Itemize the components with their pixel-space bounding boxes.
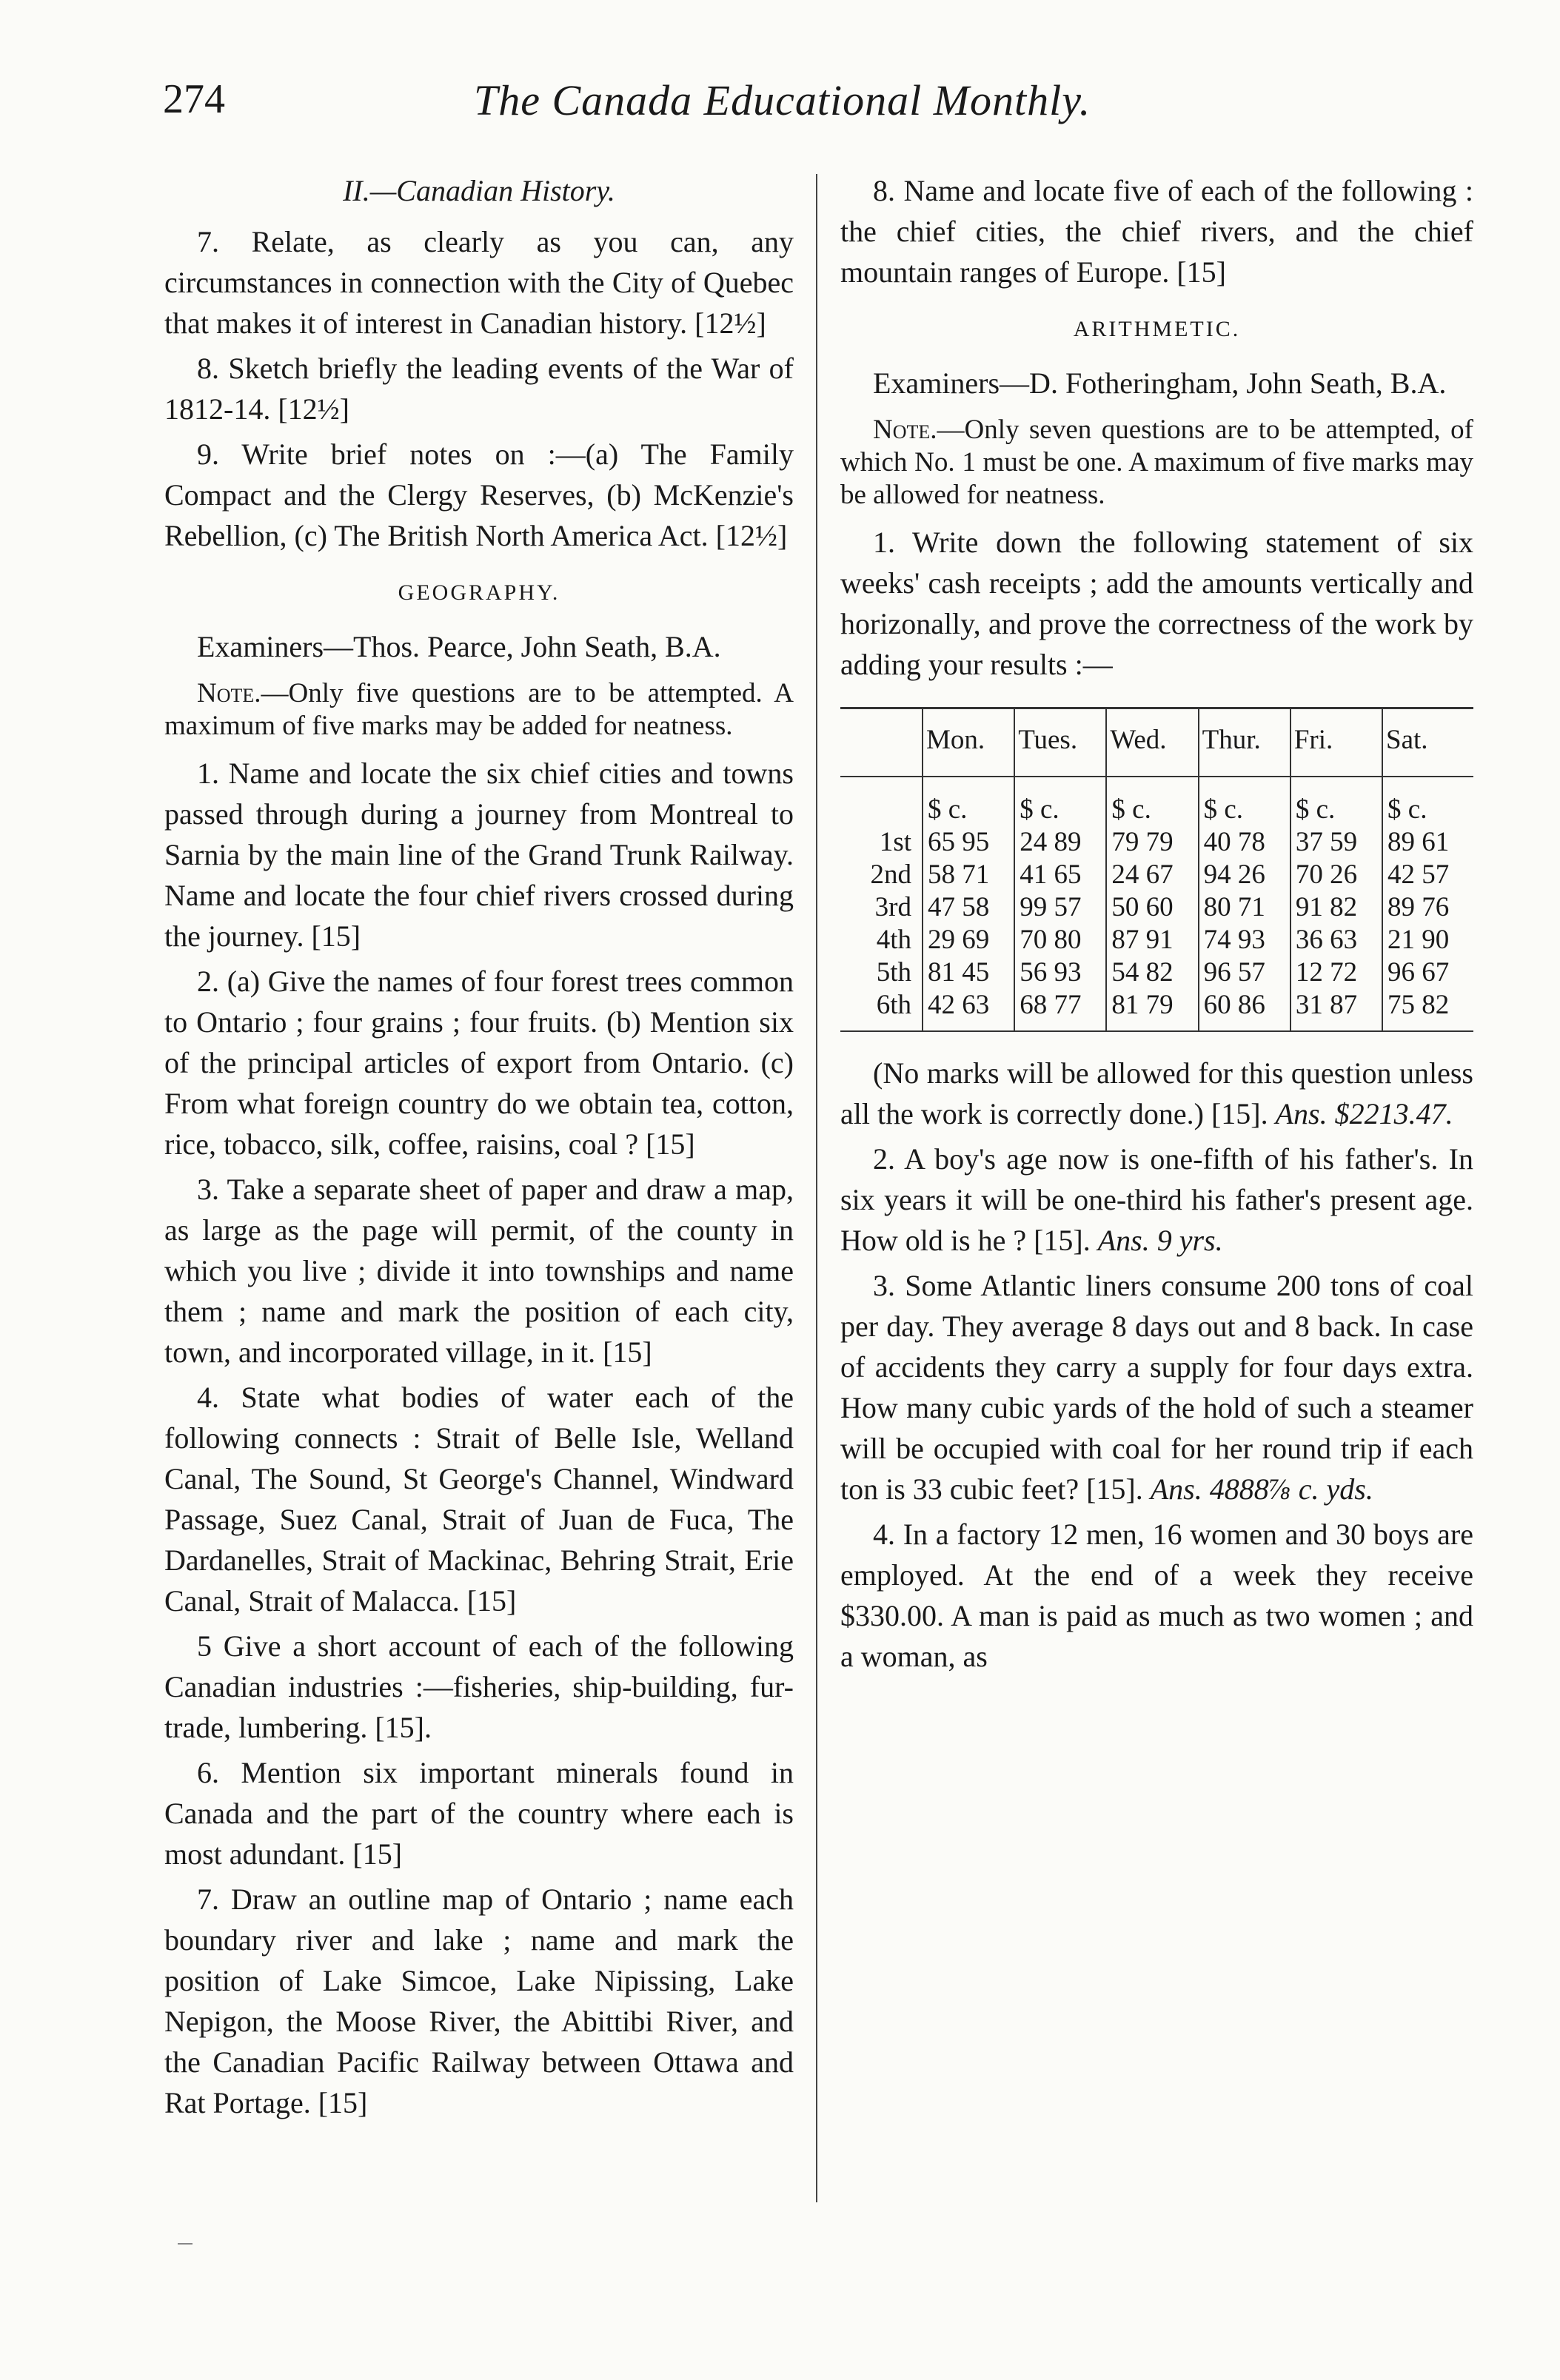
- arithmetic-examiners: Examiners—D. Fotheringham, John Seath, B.A.: [873, 366, 1447, 400]
- footer-mark: [178, 2243, 193, 2245]
- geography-question-8: 8. Name and locate five of each of the following : the chief cities, the chief rivers, and the chief mountain ranges of Europe. [15]: [840, 174, 1473, 289]
- question-text: 3. Some Atlantic liners consume 200 tons of coal per day. They average 8 days out and 8 back. In case of accidents they carry a supply for four days extra. How many cubic yards of the hold of such a steamer will be occupied with coal for her round trip if each ton is 33 cubic feet? [15].: [840, 1269, 1473, 1506]
- table-row: [840, 989, 1473, 1031]
- table-cell: 2nd: [870, 859, 911, 890]
- page-number: 274: [163, 76, 225, 122]
- geography-question-1: 1. Name and locate the six chief cities and towns passed through during a journey from Montreal to Sarnia by the main line of the Grand Trunk Railway. Name and locate the four chief rivers crossed during the journey. [15]: [164, 757, 794, 953]
- geography-question-3: 3. Take a separate sheet of paper and draw a map, as large as the page will permit, of the county in which you live ; divide it into townships and name them ; name and mark the position of each city, town, and incorporated village, in it. [15]: [164, 1173, 794, 1369]
- table-units-row: [840, 777, 1473, 826]
- table-cell: 37 59: [1290, 826, 1382, 859]
- table-cell: 70 80: [1014, 924, 1106, 956]
- cash-receipts-table: [840, 707, 1473, 1032]
- table-cell: 91 82: [1290, 891, 1382, 924]
- geography-heading: GEOGRAPHY.: [398, 580, 560, 605]
- geography-question-5: 5 Give a short account of each of the following Canadian industries :—fisheries, ship-building, fur-trade, lumbering. [15].: [164, 1629, 794, 1744]
- geography-question-2: 2. (a) Give the names of four forest trees common to Ontario ; four grains ; four fruits. (b) Mention six of the principal articles of export from Ontario. (c) From what foreign country do we obtain tea, cotton, rice, tobacco, silk, coffee, raisins, coal ? [15]: [164, 965, 794, 1161]
- table-cell: 81 79: [1106, 989, 1198, 1031]
- table-row: [840, 859, 1473, 891]
- table-cell: 24 89: [1014, 826, 1106, 859]
- table-cell: 89 61: [1382, 826, 1473, 859]
- table-cell: 96 67: [1382, 956, 1473, 989]
- arithmetic-question-4: 4. In a factory 12 men, 16 women and 30 boys are employed. At the end of a week they receive $330.00. A man is paid as much as two women ; and a woman, as: [840, 1518, 1473, 1673]
- arithmetic-question-1-remark: [840, 1053, 1473, 1134]
- left-column: [164, 170, 794, 2128]
- table-cell: 65 95: [923, 826, 1014, 859]
- table-cell: 4th: [876, 925, 911, 955]
- geography-question-4: 4. State what bodies of water each of the following connects : Strait of Belle Isle, Welland Canal, The Sound, St George's Channel, Windward Passage, Suez Canal, Strait of Juan de Fuca, The Dardanelles, Strait of Mackinac, Behring Strait, Erie Canal, Strait of Malacca. [15]: [164, 1381, 794, 1618]
- table-cell: 58 71: [923, 859, 1014, 891]
- table-cell: 3rd: [874, 892, 911, 922]
- table-cell: 6th: [840, 989, 923, 1031]
- table-cell: $ c.: [1290, 777, 1382, 826]
- table-cell: 79 79: [1106, 826, 1198, 859]
- table-row: [840, 956, 1473, 989]
- answer: Ans. $2213.47.: [1275, 1097, 1453, 1130]
- arithmetic-question-2: [840, 1139, 1473, 1261]
- table-cell: 47 58: [923, 891, 1014, 924]
- table-cell: 60 86: [1199, 989, 1290, 1031]
- table-cell: 31 87: [1290, 989, 1382, 1031]
- table-header-cell: Fri.: [1290, 708, 1382, 777]
- table-cell: 12 72: [1290, 956, 1382, 989]
- table-cell: [840, 777, 923, 826]
- table-cell: 1st: [879, 827, 911, 857]
- table-cell: 87 91: [1106, 924, 1198, 956]
- table-cell: 36 63: [1290, 924, 1382, 956]
- note-text: —Only seven questions are to be attempted, of which No. 1 must be one. A maximum of five marks may be allowed for neatness.: [840, 415, 1473, 510]
- table-cell: 21 90: [1382, 924, 1473, 956]
- table-cell: 50 60: [1106, 891, 1198, 924]
- arithmetic-heading: ARITHMETIC.: [1073, 317, 1241, 341]
- history-subhead: II.—Canadian History.: [343, 174, 615, 207]
- table-row: [840, 826, 1473, 859]
- table-header-cell: [840, 708, 923, 777]
- table-cell: 99 57: [1014, 891, 1106, 924]
- table-cell: 54 82: [1106, 956, 1198, 989]
- table-cell: $ c.: [1199, 777, 1290, 826]
- table-cell: 68 77: [1014, 989, 1106, 1031]
- history-question-7: 7. Relate, as clearly as you can, any circumstances in connection with the City of Quebec that makes it of interest in Canadian history. [12½]: [164, 225, 794, 340]
- table-cell: 42 63: [923, 989, 1014, 1031]
- table-header-cell: Tues.: [1014, 708, 1106, 777]
- table-cell: 56 93: [1014, 956, 1106, 989]
- right-column: [840, 170, 1473, 1681]
- table-cell: $ c.: [1106, 777, 1198, 826]
- table-cell: 42 57: [1382, 859, 1473, 891]
- table-header-cell: Mon.: [923, 708, 1014, 777]
- table-header-cell: Sat.: [1382, 708, 1473, 777]
- table-cell: 94 26: [1199, 859, 1290, 891]
- table-cell: 75 82: [1382, 989, 1473, 1031]
- table-cell: 70 26: [1290, 859, 1382, 891]
- table-cell: $ c.: [923, 777, 1014, 826]
- table-cell: $ c.: [1014, 777, 1106, 826]
- table-cell: 41 65: [1014, 859, 1106, 891]
- geography-examiners: Examiners—Thos. Pearce, John Seath, B.A.: [197, 630, 721, 663]
- arithmetic-note: [840, 414, 1473, 512]
- question-text: 2. A boy's age now is one-fifth of his father's. In six years it will be one-third his father's present age. How old is he ? [15].: [840, 1142, 1473, 1257]
- history-question-8: 8. Sketch briefly the leading events of the War of 1812-14. [12½]: [164, 352, 794, 426]
- page-header: [0, 76, 1560, 135]
- geography-question-7: 7. Draw an outline map of Ontario ; name each boundary river and lake ; name and mark the position of Lake Simcoe, Lake Nipissing, Lake Nepigon, the Moose River, the Abittibi River, and the Canadian Pacific Railway between Ottawa and Rat Portage. [15]: [164, 1883, 794, 2119]
- table-row: [840, 924, 1473, 956]
- table-cell: 74 93: [1199, 924, 1290, 956]
- answer: Ans. 4888⅞ c. yds.: [1150, 1472, 1373, 1506]
- note-label: Note.: [197, 678, 261, 708]
- remark-text: (No marks will be allowed for this question unless all the work is correctly done.) [15].: [840, 1056, 1473, 1130]
- table-cell: $ c.: [1382, 777, 1473, 826]
- arithmetic-question-1: 1. Write down the following statement of six weeks' cash receipts ; add the amounts vertically and horizonally, and prove the correctness of the work by adding your results :—: [840, 526, 1473, 681]
- table-cell: 24 67: [1106, 859, 1198, 891]
- table-cell: 40 78: [1199, 826, 1290, 859]
- arithmetic-question-3: [840, 1265, 1473, 1509]
- running-title: The Canada Educational Monthly.: [474, 76, 1091, 124]
- column-divider: [816, 174, 817, 2202]
- table-cell: 96 57: [1199, 956, 1290, 989]
- table-cell: 80 71: [1199, 891, 1290, 924]
- table-cell: 5th: [876, 957, 911, 988]
- table-cell: 81 45: [923, 956, 1014, 989]
- table-header-cell: Wed.: [1106, 708, 1198, 777]
- note-label: Note.: [873, 415, 937, 445]
- table-cell: 89 76: [1382, 891, 1473, 924]
- table-header-cell: Thur.: [1199, 708, 1290, 777]
- geography-note: [164, 677, 794, 743]
- table-header-row: [840, 708, 1473, 777]
- answer: Ans. 9 yrs.: [1097, 1224, 1223, 1257]
- table-cell: 29 69: [923, 924, 1014, 956]
- table-row: [840, 891, 1473, 924]
- geography-question-6: 6. Mention six important minerals found in Canada and the part of the country where each is most adundant. [15]: [164, 1756, 794, 1871]
- history-question-9: 9. Write brief notes on :—(a) The Family Compact and the Clergy Reserves, (b) McKenzie's Rebellion, (c) The British North America Act. [12½]: [164, 438, 794, 552]
- note-text: —Only five questions are to be attempted. A maximum of five marks may be added for neatness.: [164, 678, 794, 741]
